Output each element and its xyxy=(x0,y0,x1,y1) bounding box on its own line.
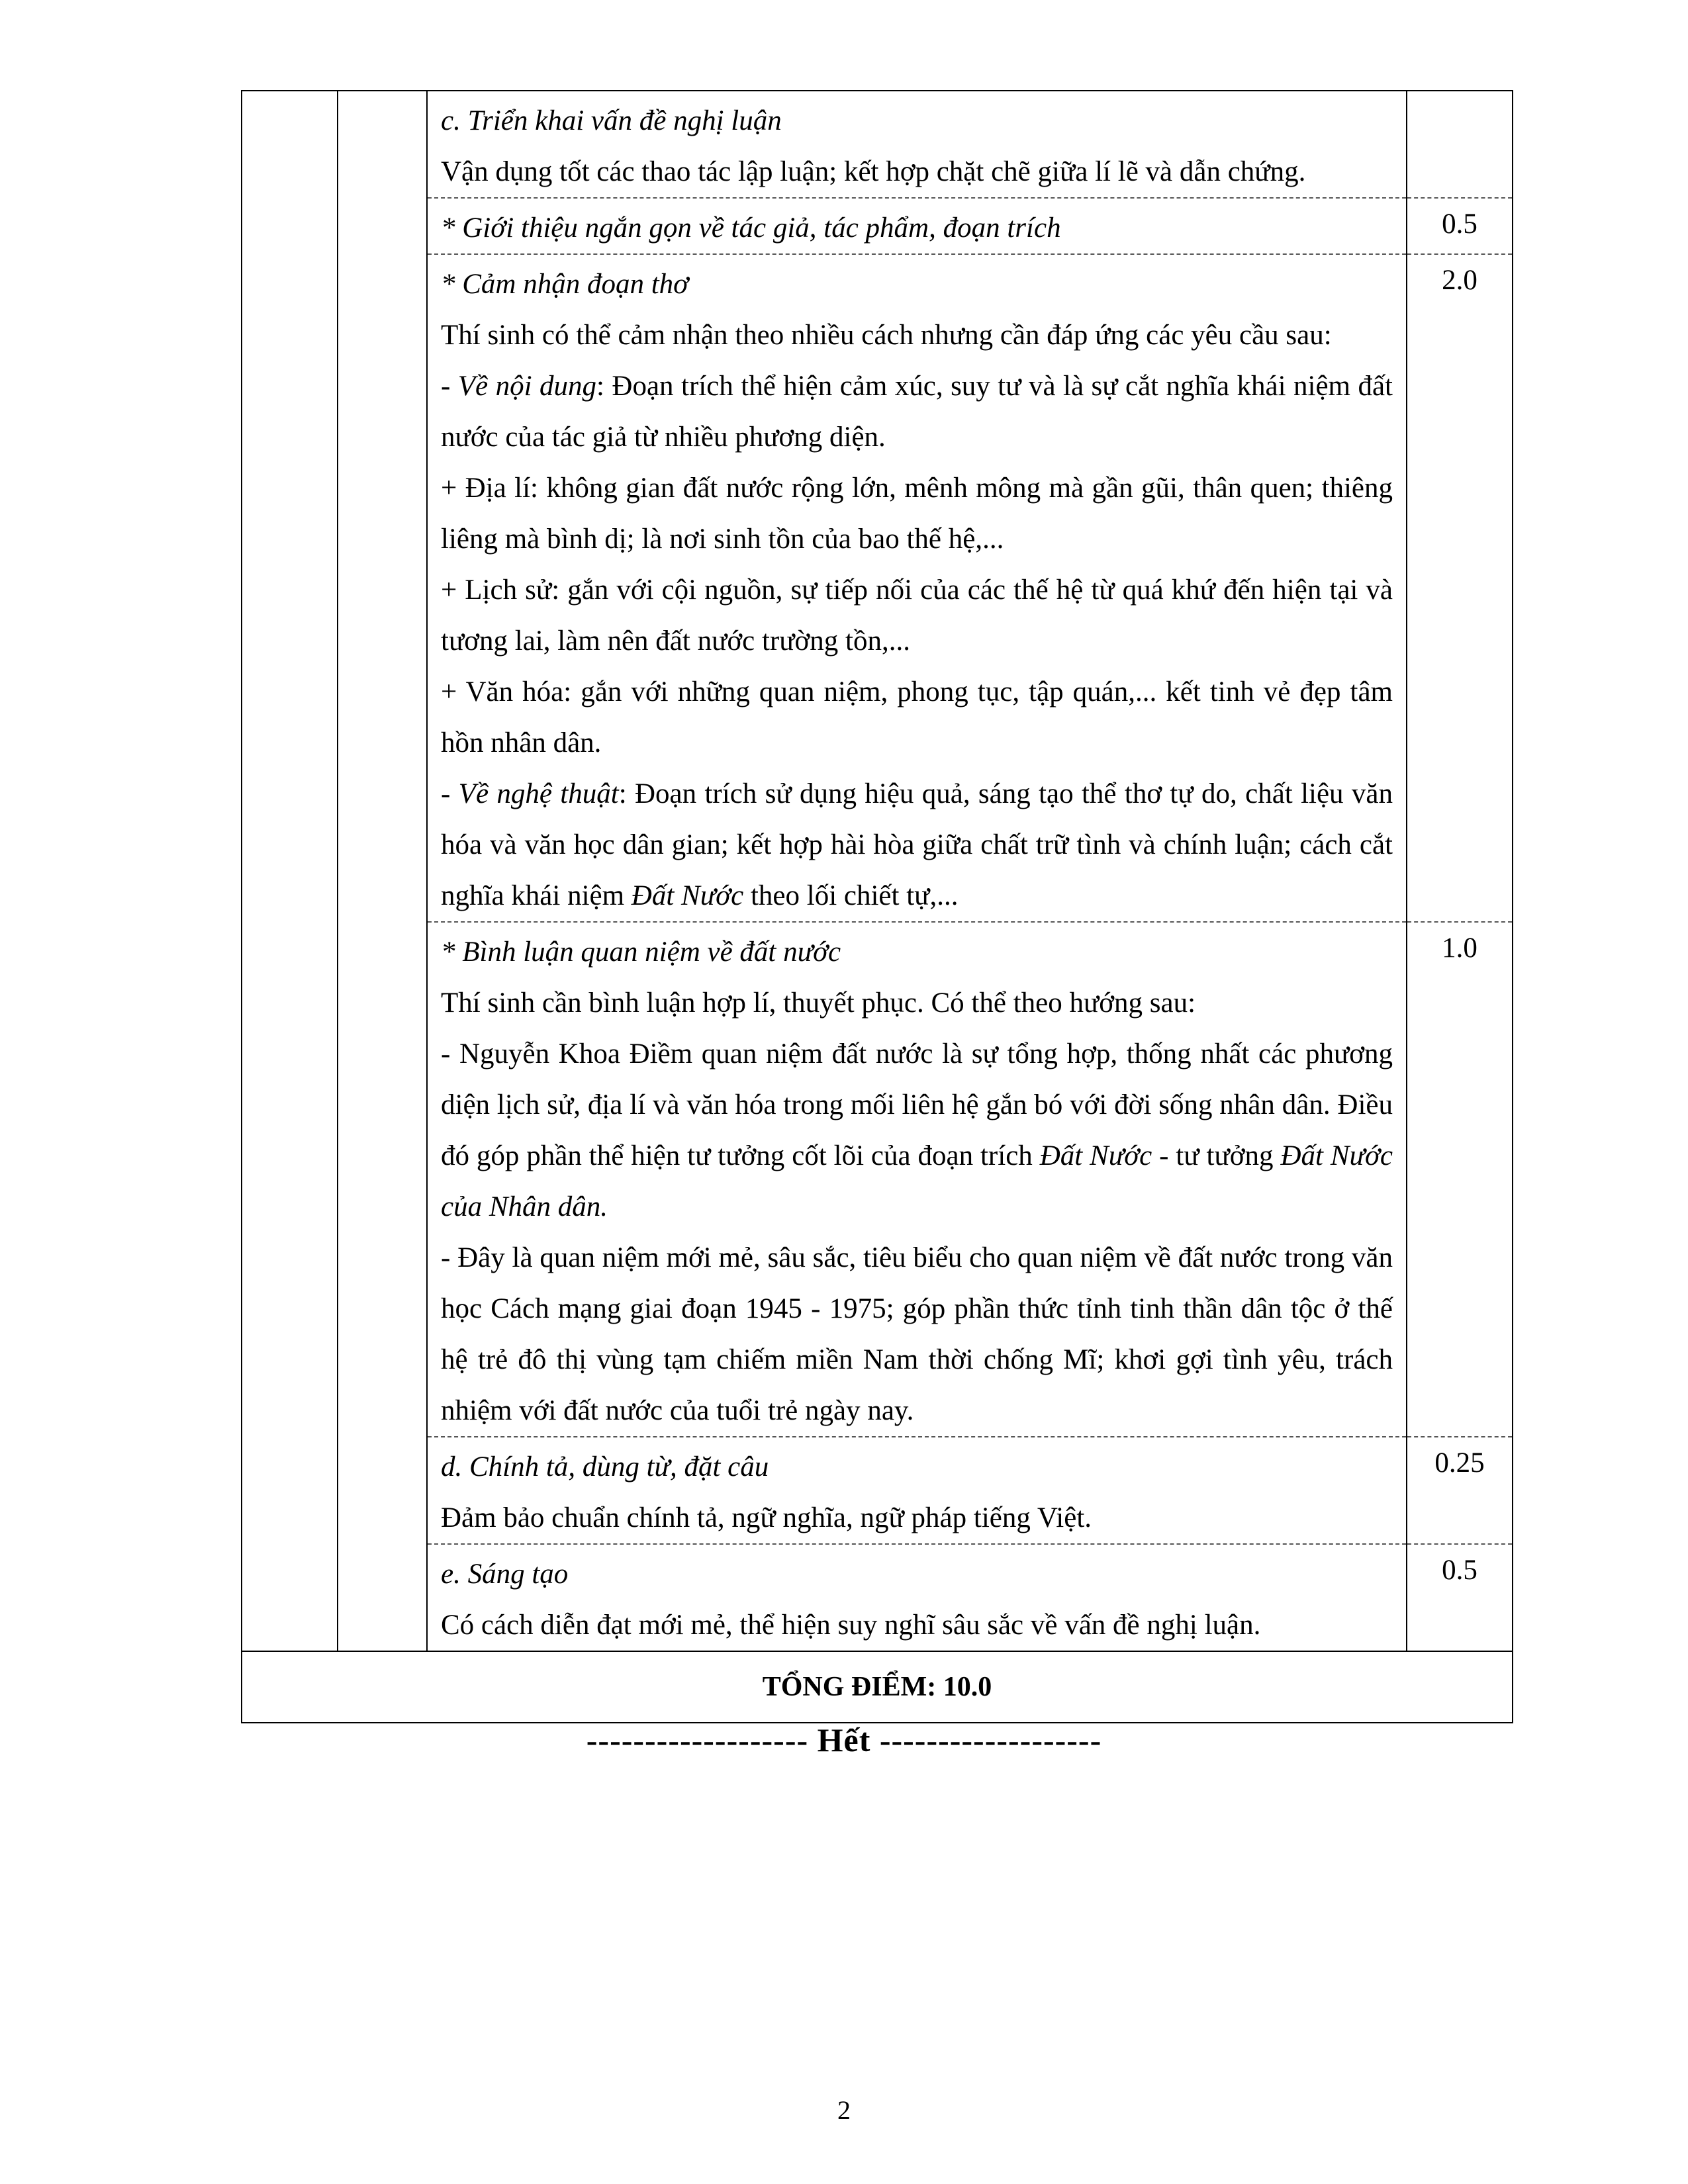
criterion-line xyxy=(441,666,1393,768)
criterion-line xyxy=(441,978,1393,1028)
text-run: * Giới thiệu ngắn gọn về tác giả, tác phẩm, đoạn trích xyxy=(441,212,1061,244)
text-run: - Đây là quan niệm mới mẻ, sâu sắc, tiêu biểu cho quan niệm về đất nước trong văn học Cách mạng giai đoạn 1945 - 1975; góp phần thức tỉnh tinh thần dân tộc ở thế hệ trẻ đô thị vùng tạm chiếm miền Nam thời chống Mĩ; khơi gợi tình yêu, trách nhiệm với đất nước của tuổi trẻ ngày nay. xyxy=(441,1242,1393,1426)
rubric-question-cell xyxy=(242,91,338,1651)
rubric-row xyxy=(242,922,1513,1437)
text-run: Vận dụng tốt các thao tác lập luận; kết hợp chặt chẽ giữa lí lẽ và dẫn chứng. xyxy=(441,156,1306,187)
rubric-content-cell xyxy=(427,198,1407,254)
rubric-table xyxy=(241,90,1513,1723)
criterion-line xyxy=(441,1028,1393,1232)
criterion-line xyxy=(441,1600,1393,1651)
score-cell: 0.25 xyxy=(1407,1437,1513,1544)
criterion-heading xyxy=(441,259,1393,310)
text-run: Có cách diễn đạt mới mẻ, thể hiện suy nghĩ sâu sắc về vấn đề nghị luận. xyxy=(441,1610,1261,1641)
rubric-content-cell xyxy=(427,91,1407,198)
criterion-line xyxy=(441,565,1393,666)
rubric-content-cell xyxy=(427,1437,1407,1544)
criterion-line xyxy=(441,310,1393,361)
text-run: Về nghệ thuật xyxy=(458,778,619,809)
text-run: theo lối chiết tự,... xyxy=(743,880,959,911)
criterion-line xyxy=(441,768,1393,921)
text-run: - xyxy=(441,778,459,809)
text-run: c. Triển khai vấn đề nghị luận xyxy=(441,105,782,136)
criterion-heading xyxy=(441,1441,1393,1492)
text-run: * Cảm nhận đoạn thơ xyxy=(441,269,689,300)
criterion-line xyxy=(441,146,1393,197)
total-row xyxy=(242,1651,1513,1723)
text-run: Đất Nước xyxy=(1039,1140,1152,1171)
text-run: Đất Nước của Nhân dân. xyxy=(441,1140,1393,1222)
text-run: - Nguyễn Khoa Điềm quan niệm đất nước là sự tổng hợp, thống nhất các phương diện lịch sử, địa lí và văn hóa trong mối liên hệ gắn bó với đời sống nhân dân. Điều đó góp phần thể hiện tư tưởng cốt lõi của đoạn trích xyxy=(441,1038,1393,1171)
rubric-part-cell xyxy=(338,91,427,1651)
criterion-line xyxy=(441,361,1393,463)
criterion-heading xyxy=(441,203,1393,253)
score-cell: 1.0 xyxy=(1407,922,1513,1437)
page-number: 2 xyxy=(837,2095,851,2125)
rubric-row xyxy=(242,198,1513,254)
rubric-body xyxy=(242,91,1513,1723)
text-run: - xyxy=(441,371,458,402)
text-run: + Văn hóa: gắn với những quan niệm, phong tục, tập quán,... kết tinh vẻ đẹp tâm hồn nhân dân. xyxy=(441,676,1393,758)
text-run: e. Sáng tạo xyxy=(441,1559,569,1590)
text-run: Đất Nước xyxy=(631,880,744,911)
criterion-heading xyxy=(441,95,1393,146)
text-run: Thí sinh có thể cảm nhận theo nhiều cách nhưng cần đáp ứng các yêu cầu sau: xyxy=(441,320,1332,351)
total-score: TỔNG ĐIỂM: 10.0 xyxy=(242,1651,1513,1723)
text-run: : Đoạn trích sử dụng hiệu quả, sáng tạo thể thơ tự do, chất liệu văn hóa và văn học dân gian; kết hợp hài hòa giữa chất trữ tình và chính luận; cách cắt nghĩa khái niệm xyxy=(441,778,1393,911)
text-run: Thí sinh cần bình luận hợp lí, thuyết phục. Có thể theo hướng sau: xyxy=(441,987,1196,1019)
rubric-row xyxy=(242,91,1513,198)
criterion-heading xyxy=(441,927,1393,978)
text-run: + Lịch sử: gắn với cội nguồn, sự tiếp nối của các thế hệ từ quá khứ đến hiện tại và tương lai, làm nên đất nước trường tồn,... xyxy=(441,574,1393,657)
rubric-row xyxy=(242,1544,1513,1651)
rubric-content-cell xyxy=(427,922,1407,1437)
criterion-line xyxy=(441,1232,1393,1436)
text-run: - tư tưởng xyxy=(1152,1140,1281,1171)
score-cell: 2.0 xyxy=(1407,254,1513,922)
rubric-content-cell xyxy=(427,1544,1407,1651)
text-run: + Địa lí: không gian đất nước rộng lớn, mênh mông mà gần gũi, thân quen; thiêng liêng mà bình dị; là nơi sinh tồn của bao thế hệ,... xyxy=(441,473,1393,555)
text-run: * Bình luận quan niệm về đất nước xyxy=(441,936,841,968)
rubric-content-cell xyxy=(427,254,1407,922)
criterion-line xyxy=(441,463,1393,565)
rubric-row xyxy=(242,1437,1513,1544)
text-run: : Đoạn trích thể hiện cảm xúc, suy tư và là sự cắt nghĩa khái niệm đất nước của tác giả từ nhiều phương diện. xyxy=(441,371,1393,453)
score-cell xyxy=(1407,91,1513,198)
rubric-row xyxy=(242,254,1513,922)
score-cell: 0.5 xyxy=(1407,1544,1513,1651)
score-cell: 0.5 xyxy=(1407,198,1513,254)
text-run: d. Chính tả, dùng từ, đặt câu xyxy=(441,1451,769,1482)
end-mark: ------------------- Hết ------------------- xyxy=(586,1721,1102,1758)
text-run: Về nội dung xyxy=(457,371,596,402)
criterion-line xyxy=(441,1492,1393,1543)
text-run: Đảm bảo chuẩn chính tả, ngữ nghĩa, ngữ pháp tiếng Việt. xyxy=(441,1502,1092,1533)
criterion-heading xyxy=(441,1549,1393,1600)
